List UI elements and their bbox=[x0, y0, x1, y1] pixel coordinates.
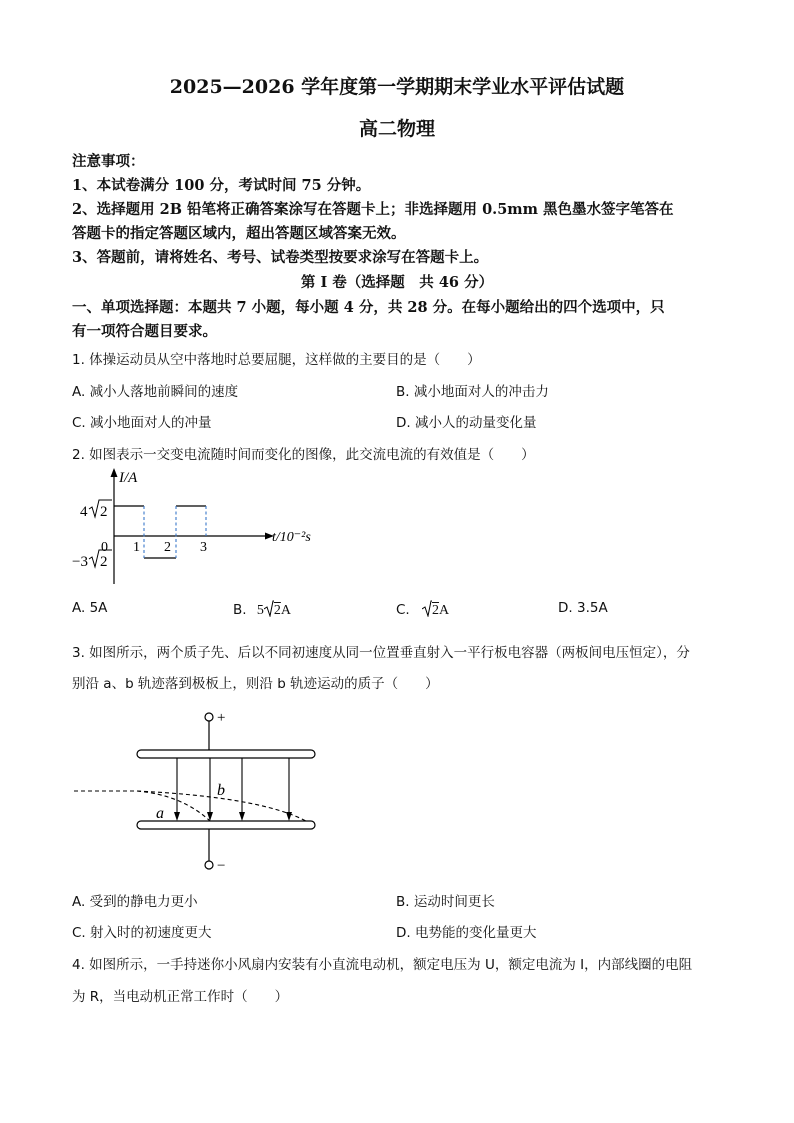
note-item: 答题卡的指定答题区域内，超出答题区域答案无效。 bbox=[72, 225, 406, 242]
exam-title: 2025—2026 学年度第一学期期末学业水平评估试题 bbox=[169, 76, 625, 98]
q3-option-d: D. 电势能的变化量更大 bbox=[396, 925, 537, 941]
part-heading: 一、单项选择题：本题共 7 小题，每小题 4 分，共 28 分。在每小题给出的四个选项中，只 bbox=[72, 299, 665, 316]
minus-sign: − bbox=[217, 858, 226, 874]
q2-option-c bbox=[396, 600, 449, 619]
top-plate bbox=[137, 750, 315, 758]
q1-option-a: A. 减小人落地前瞬间的速度 bbox=[72, 384, 239, 400]
field-lines bbox=[174, 758, 292, 821]
q2-option-c-prefix: C. bbox=[396, 602, 410, 618]
q3-option-c: C. 射入时的初速度更大 bbox=[72, 925, 212, 941]
q2-option-c-arg: 2 bbox=[432, 603, 440, 618]
volume-title: 第 I 卷（选择题 共 46 分） bbox=[300, 274, 494, 291]
y-neg-coef: −3 bbox=[72, 554, 88, 570]
plus-sign: + bbox=[217, 710, 226, 726]
x-tick-1: 1 bbox=[133, 540, 140, 555]
question-3-stem-line1: 3. 如图所示，两个质子先、后以不同初速度从同一位置垂直射入一平行板电容器（两板间电压恒定），分 bbox=[72, 645, 690, 661]
x-tick-2: 2 bbox=[164, 540, 171, 555]
question-4-stem-line1: 4. 如图所示，一手持迷你小风扇内安装有小直流电动机，额定电压为 U，额定电流为 I，内部线圈的电阻 bbox=[72, 957, 693, 973]
y-axis-arrow bbox=[111, 468, 118, 477]
label-b: b bbox=[217, 782, 225, 799]
origin-label: 0 bbox=[101, 540, 108, 555]
trajectory-a bbox=[74, 791, 210, 821]
x-axis-label: t/10⁻²s bbox=[272, 530, 311, 545]
notes-heading: 注意事项： bbox=[72, 153, 145, 170]
q2-option-b-unit: A bbox=[280, 603, 291, 618]
current-time-graph bbox=[70, 462, 330, 592]
question-2-stem: 2. 如图表示一交变电流随时间而变化的图像，此交流电流的有效值是（ ） bbox=[72, 447, 535, 463]
q3-option-a: A. 受到的静电力更小 bbox=[72, 894, 198, 910]
note-item: 1、本试卷满分 100 分，考试时间 75 分钟。 bbox=[72, 177, 371, 194]
q2-option-b-arg: 2 bbox=[273, 603, 281, 618]
q1-option-b: B. 减小地面对人的冲击力 bbox=[396, 384, 549, 400]
q3-option-b: B. 运动时间更长 bbox=[396, 894, 495, 910]
q2-option-d: D. 3.5A bbox=[558, 600, 608, 616]
question-3-stem-line2: 别沿 a、b 轨迹落到极板上，则沿 b 轨迹运动的质子（ ） bbox=[72, 676, 439, 692]
capacitor-diagram bbox=[70, 705, 330, 877]
y-pos-sqrt-arg: 2 bbox=[100, 504, 108, 520]
sqrt-icon bbox=[422, 600, 432, 617]
positive-terminal-icon bbox=[205, 713, 213, 721]
x-tick-3: 3 bbox=[200, 540, 207, 555]
q2-option-a: A. 5A bbox=[72, 600, 108, 616]
q1-option-d: D. 减小人的动量变化量 bbox=[396, 415, 537, 431]
question-4-stem-line2: 为 R，当电动机正常工作时（ ） bbox=[72, 989, 289, 1005]
y-neg-sqrt-arg: 2 bbox=[100, 554, 108, 570]
q2-option-b bbox=[233, 600, 291, 619]
q1-option-c: C. 减小地面对人的冲量 bbox=[72, 415, 212, 431]
exam-subject: 高二物理 bbox=[358, 118, 435, 140]
question-1-stem: 1. 体操运动员从空中落地时总要屈腿，这样做的主要目的是（ ） bbox=[72, 352, 481, 368]
negative-terminal-icon bbox=[205, 861, 213, 869]
bottom-plate bbox=[137, 821, 315, 829]
note-item: 2、选择题用 2B 铅笔将正确答案涂写在答题卡上；非选择题用 0.5mm 黑色墨水签字笔答在 bbox=[72, 201, 674, 218]
note-item: 3、答题前，请将姓名、考号、试卷类型按要求涂写在答题卡上。 bbox=[72, 249, 489, 266]
y-pos-coef: 4 bbox=[80, 504, 88, 520]
q2-option-b-prefix: B. bbox=[233, 602, 247, 618]
label-a: a bbox=[156, 805, 164, 822]
part-heading-cont: 有一项符合题目要求。 bbox=[72, 323, 217, 340]
y-axis-label: I/A bbox=[119, 470, 138, 486]
sqrt-icon bbox=[264, 600, 274, 617]
q2-option-b-coef: 5 bbox=[256, 603, 264, 618]
q2-option-c-unit: A bbox=[439, 603, 450, 618]
